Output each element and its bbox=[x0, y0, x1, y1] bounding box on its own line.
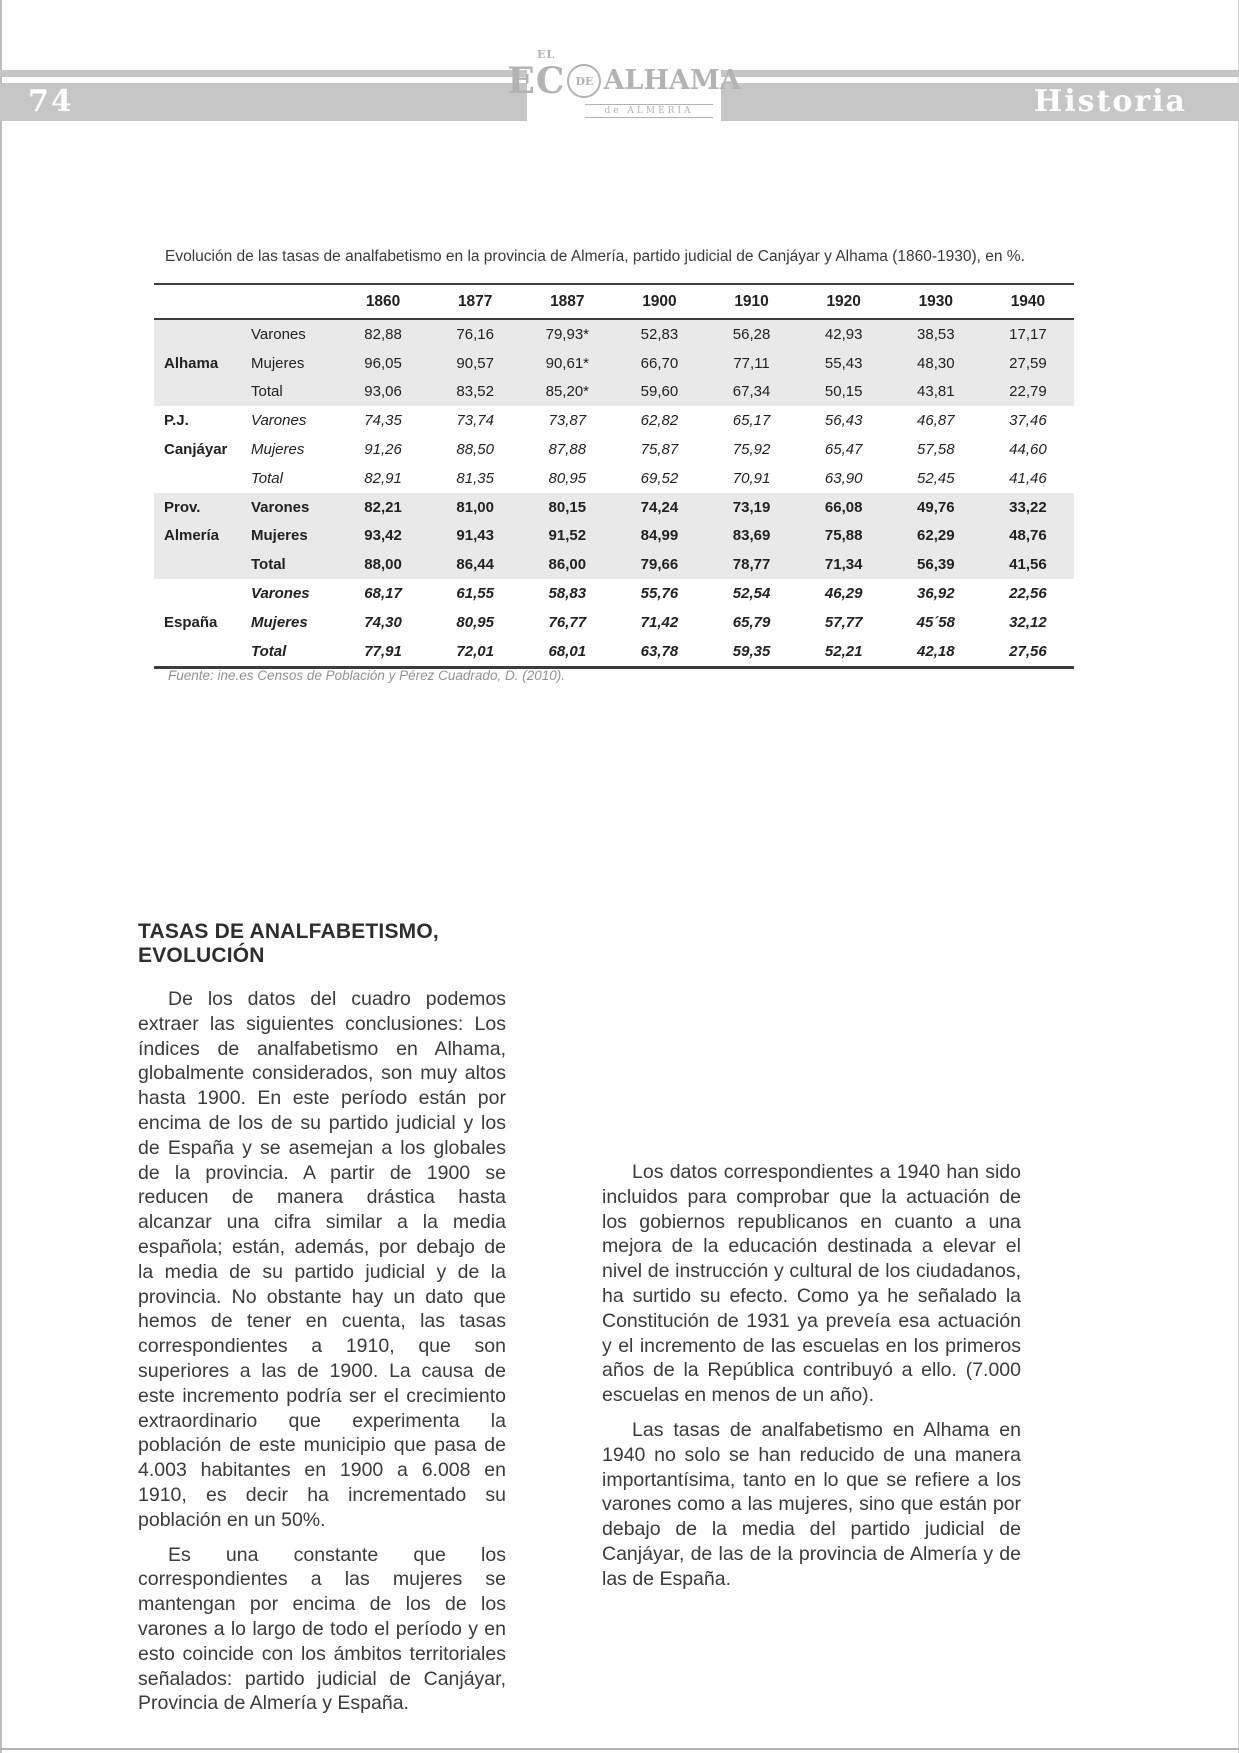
value-cell: 79,93* bbox=[545, 325, 589, 343]
value-cell: 57,77 bbox=[824, 613, 863, 631]
group-label-cell: Alhama bbox=[164, 354, 219, 372]
year-header: 1860 bbox=[365, 292, 401, 310]
table-header-row bbox=[154, 283, 1074, 320]
value-cell: 83,52 bbox=[456, 383, 494, 401]
value-cell: 86,00 bbox=[548, 556, 587, 574]
value-cell: 59,60 bbox=[640, 383, 679, 401]
value-cell: 42,18 bbox=[917, 642, 955, 660]
logo-alhama-text: ALHAMA bbox=[603, 65, 741, 96]
value-cell: 77,91 bbox=[364, 642, 402, 660]
value-cell: 73,19 bbox=[732, 498, 771, 516]
value-cell: 91,26 bbox=[364, 441, 402, 459]
row-label-cell: Varones bbox=[251, 412, 307, 430]
table-row bbox=[154, 493, 1074, 522]
article-paragraph: Es una constante que los correspondientes a las mujeres se mantengan por encima de los de los varones a lo largo de todo el período y en esto coincide con los ámbitos territoriales señalados: partido judicial de Canjáyar, Provincia de Almería y España. bbox=[138, 1543, 506, 1715]
value-cell: 33,22 bbox=[1009, 498, 1047, 516]
value-cell: 52,21 bbox=[824, 642, 863, 660]
value-cell: 93,42 bbox=[364, 527, 402, 545]
year-header: 1940 bbox=[1010, 292, 1046, 310]
logo-eco-text: EC bbox=[507, 60, 566, 102]
value-cell: 22,56 bbox=[1009, 585, 1047, 603]
value-cell: 65,47 bbox=[824, 441, 863, 459]
table-row bbox=[154, 637, 1074, 666]
row-label-cell: Mujeres bbox=[251, 613, 308, 631]
logo-subtitle: de ALMERÍA bbox=[585, 104, 713, 118]
year-header: 1910 bbox=[734, 292, 769, 310]
value-cell: 68,17 bbox=[364, 585, 402, 603]
value-cell: 57,58 bbox=[917, 441, 955, 459]
value-cell: 56,28 bbox=[732, 325, 771, 343]
value-cell: 82,88 bbox=[364, 325, 402, 343]
table-row bbox=[154, 320, 1074, 349]
value-cell: 70,91 bbox=[732, 469, 771, 487]
value-cell: 46,87 bbox=[917, 412, 955, 430]
value-cell: 87,88 bbox=[548, 441, 587, 459]
year-header: 1920 bbox=[826, 292, 861, 310]
value-cell: 88,50 bbox=[456, 441, 494, 459]
article-right-column bbox=[602, 1160, 1021, 1602]
value-cell: 77,11 bbox=[733, 354, 770, 372]
value-cell: 44,60 bbox=[1009, 441, 1047, 459]
row-label-cell: Varones bbox=[251, 585, 310, 603]
value-cell: 69,52 bbox=[640, 469, 679, 487]
illiteracy-table bbox=[154, 283, 1074, 669]
value-cell: 52,45 bbox=[917, 469, 955, 487]
value-cell: 91,43 bbox=[456, 527, 494, 545]
table-row bbox=[154, 464, 1074, 493]
table-row bbox=[154, 579, 1074, 608]
value-cell: 27,56 bbox=[1009, 642, 1047, 660]
page-left-rule bbox=[0, 0, 2, 1753]
value-cell: 84,99 bbox=[640, 527, 679, 545]
row-label-cell: Mujeres bbox=[251, 441, 305, 459]
table-row bbox=[154, 406, 1074, 435]
value-cell: 56,39 bbox=[917, 556, 955, 574]
value-cell: 61,55 bbox=[456, 585, 494, 603]
value-cell: 76,77 bbox=[548, 613, 587, 631]
value-cell: 43,81 bbox=[917, 383, 955, 401]
table-row bbox=[154, 349, 1074, 378]
value-cell: 63,78 bbox=[640, 642, 679, 660]
table-source-note: Fuente: ine.es Censos de Población y Pérez Cuadrado, D. (2010). bbox=[168, 668, 565, 683]
value-cell: 79,66 bbox=[640, 556, 679, 574]
value-cell: 82,91 bbox=[364, 469, 402, 487]
value-cell: 59,35 bbox=[732, 642, 771, 660]
table-caption: Evolución de las tasas de analfabetismo en la provincia de Almería, partido judicial de Canjáyar y Alhama (1860-1930), en %. bbox=[165, 248, 1025, 265]
value-cell: 74,30 bbox=[364, 613, 402, 631]
value-cell: 80,95 bbox=[548, 469, 587, 487]
value-cell: 93,06 bbox=[364, 383, 402, 401]
article-paragraph: De los datos del cuadro podemos extraer las siguientes conclusiones: Los índices de analfabetismo en Alhama, globalmente considerados, son muy altos hasta 1900. En este período están por encima de los de su partido judicial y los de España y se asemejan a los globales de la provincia. A partir de 1900 se reducen de manera drástica hasta alcanzar una cifra similar a la media española; están, además, por debajo de la media de su partido judicial y de la provincia. No obstante hay un dato que hemos de tener en cuenta, las tasas correspondientes a 1910, que son superiores a las de 1900. La causa de este incremento podría ser el crecimiento extraordinario que experimenta la población de este municipio que pasa de 4.003 habitantes en 1900 a 6.008 en 1910, es decir ha incrementado su población en un 50%. bbox=[138, 988, 506, 1531]
value-cell: 27,59 bbox=[1009, 354, 1047, 372]
value-cell: 80,15 bbox=[548, 498, 587, 516]
article-heading: TASAS DE ANALFABETISMO, EVOLUCIÓN bbox=[138, 920, 439, 967]
value-cell: 86,44 bbox=[456, 556, 494, 574]
value-cell: 32,12 bbox=[1009, 613, 1047, 631]
value-cell: 50,15 bbox=[824, 383, 863, 401]
value-cell: 63,90 bbox=[824, 469, 863, 487]
table-row bbox=[154, 435, 1074, 464]
eco-de-alhama-logo bbox=[507, 48, 741, 128]
page-number: 74 bbox=[28, 84, 74, 119]
logo-de-circle-icon bbox=[567, 64, 601, 98]
value-cell: 17,17 bbox=[1009, 325, 1047, 343]
article-paragraph: Los datos correspondientes a 1940 han sido incluidos para comprobar que la actuación de los gobiernos republicanos en cuanto a una mejora de la educación destinada a elevar el nivel de instrucción y cultural de los ciudadanos, ha surtido su efecto. Como ya he señalado la Constitución de 1931 ya preveía esa actuación y el incremento de las escuelas en los primeros años de la República contribuyó a ello. (7.000 escuelas en menos de un año). bbox=[602, 1161, 1021, 1407]
value-cell: 88,00 bbox=[364, 556, 402, 574]
table-row bbox=[154, 608, 1074, 637]
row-label-cell: Mujeres bbox=[251, 527, 308, 545]
row-label-cell: Total bbox=[251, 556, 286, 574]
value-cell: 71,42 bbox=[640, 613, 679, 631]
value-cell: 74,35 bbox=[364, 412, 402, 430]
value-cell: 75,88 bbox=[824, 527, 863, 545]
row-label-cell: Total bbox=[251, 642, 287, 660]
logo-de-text: DE bbox=[575, 74, 594, 88]
value-cell: 82,21 bbox=[364, 498, 402, 516]
group-label-cell: Prov. bbox=[164, 498, 201, 516]
value-cell: 62,29 bbox=[917, 527, 955, 545]
value-cell: 62,82 bbox=[640, 412, 679, 430]
value-cell: 41,46 bbox=[1009, 469, 1047, 487]
value-cell: 38,53 bbox=[917, 325, 955, 343]
value-cell: 90,57 bbox=[456, 354, 494, 372]
value-cell: 58,83 bbox=[548, 585, 587, 603]
group-label-cell: P.J. bbox=[164, 412, 189, 430]
value-cell: 73,87 bbox=[548, 412, 587, 430]
value-cell: 72,01 bbox=[456, 642, 494, 660]
value-cell: 83,69 bbox=[732, 527, 771, 545]
value-cell: 74,24 bbox=[640, 498, 679, 516]
group-label-cell: Canjáyar bbox=[164, 441, 228, 459]
value-cell: 66,08 bbox=[824, 498, 863, 516]
article-left-column bbox=[138, 920, 506, 1726]
value-cell: 76,16 bbox=[456, 325, 494, 343]
value-cell: 66,70 bbox=[640, 354, 679, 372]
year-header: 1887 bbox=[550, 292, 585, 310]
value-cell: 52,83 bbox=[640, 325, 679, 343]
value-cell: 22,79 bbox=[1009, 383, 1047, 401]
value-cell: 55,76 bbox=[640, 585, 679, 603]
value-cell: 91,52 bbox=[548, 527, 587, 545]
group-label-cell: España bbox=[164, 613, 218, 631]
value-cell: 71,34 bbox=[824, 556, 863, 574]
value-cell: 96,05 bbox=[364, 354, 402, 372]
logo-main-row bbox=[507, 60, 741, 102]
value-cell: 68,01 bbox=[548, 642, 587, 660]
table-row bbox=[154, 550, 1074, 579]
value-cell: 48,30 bbox=[917, 354, 955, 372]
value-cell: 37,46 bbox=[1009, 412, 1047, 430]
row-label-cell: Total bbox=[251, 469, 283, 487]
year-header: 1877 bbox=[457, 292, 493, 310]
value-cell: 65,79 bbox=[732, 613, 771, 631]
value-cell: 80,95 bbox=[456, 613, 494, 631]
value-cell: 75,87 bbox=[640, 441, 679, 459]
value-cell: 73,74 bbox=[456, 412, 494, 430]
value-cell: 36,92 bbox=[917, 585, 955, 603]
value-cell: 90,61* bbox=[545, 354, 589, 372]
page-bottom-rule bbox=[0, 1748, 1239, 1750]
value-cell: 85,20* bbox=[545, 383, 589, 401]
value-cell: 78,77 bbox=[732, 556, 771, 574]
value-cell: 81,00 bbox=[456, 498, 494, 516]
value-cell: 45´58 bbox=[916, 613, 955, 631]
row-label-cell: Mujeres bbox=[251, 354, 305, 372]
value-cell: 41,56 bbox=[1009, 556, 1047, 574]
group-label-cell: Almería bbox=[164, 527, 220, 545]
value-cell: 48,76 bbox=[1009, 527, 1047, 545]
row-label-cell: Varones bbox=[251, 325, 306, 343]
year-header: 1930 bbox=[918, 292, 954, 310]
row-label-cell: Varones bbox=[251, 498, 310, 516]
value-cell: 49,76 bbox=[917, 498, 955, 516]
article-paragraph: Las tasas de analfabetismo en Alhama en 1940 no solo se han reducido de una manera importantísima, tanto en lo que se refiere a los varones como a las mujeres, sino que están por debajo de la media del partido judicial de Canjáyar, de las de la provincia de Almería y de las de España. bbox=[602, 1418, 1021, 1590]
value-cell: 75,92 bbox=[732, 441, 771, 459]
value-cell: 81,35 bbox=[456, 469, 494, 487]
year-header: 1900 bbox=[642, 292, 677, 310]
section-title: Historia bbox=[1033, 84, 1187, 119]
value-cell: 46,29 bbox=[824, 585, 863, 603]
value-cell: 42,93 bbox=[824, 325, 863, 343]
value-cell: 65,17 bbox=[732, 412, 771, 430]
row-label-cell: Total bbox=[251, 383, 283, 401]
value-cell: 56,43 bbox=[824, 412, 863, 430]
table-body bbox=[154, 320, 1074, 666]
table-row bbox=[154, 378, 1074, 407]
value-cell: 52,54 bbox=[732, 585, 771, 603]
value-cell: 55,43 bbox=[824, 354, 863, 372]
logo-el-text: EL bbox=[537, 48, 556, 61]
table-row bbox=[154, 522, 1074, 551]
value-cell: 67,34 bbox=[732, 383, 771, 401]
